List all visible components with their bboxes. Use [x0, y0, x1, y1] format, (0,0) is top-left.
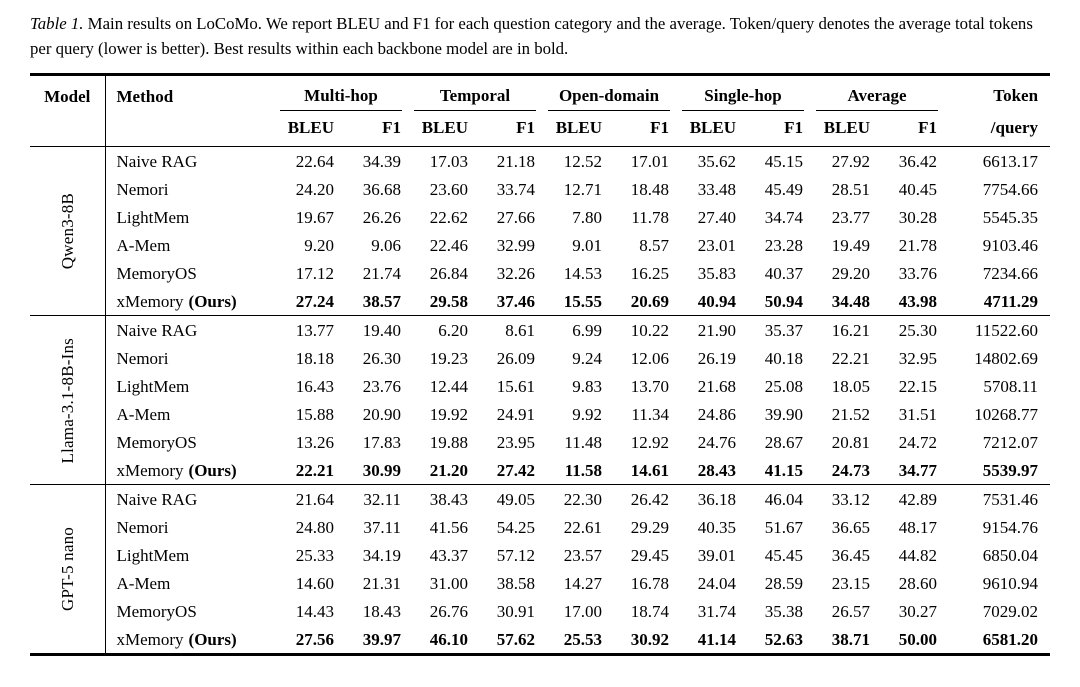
metric-value-cell: 16.25 — [630, 263, 670, 283]
metric-value-cell: 14.53 — [563, 263, 602, 283]
header-row-categories — [30, 75, 1050, 112]
table-row — [30, 175, 1050, 203]
metric-value-cell: 32.11 — [342, 485, 409, 514]
table-row — [30, 456, 1050, 485]
metric-value-cell: 21.74 — [362, 263, 401, 283]
metric-value-cell: 33.74 — [496, 179, 535, 199]
metric-value-cell: 8.61 — [476, 316, 543, 345]
metric-value-cell: 38.71 — [831, 629, 871, 649]
metric-value-cell: 38.43 — [409, 485, 476, 514]
token-per-query-cell: 7212.07 — [982, 432, 1039, 452]
metric-value-cell: 36.18 — [677, 485, 744, 514]
metric-value-cell: 12.71 — [563, 179, 602, 199]
metric-value-cell: 15.88 — [295, 404, 334, 424]
method-name: LightMem — [116, 207, 190, 227]
metric-value-cell: 13.77 — [275, 316, 342, 345]
metric-value-cell: 24.86 — [697, 404, 737, 424]
metric-value-cell: 40.35 — [697, 517, 737, 537]
method-cell — [105, 428, 275, 456]
metric-value-cell: 34.77 — [898, 460, 938, 480]
method-cell — [105, 372, 275, 400]
metric-value-cell: 9.92 — [572, 404, 602, 424]
table-row — [30, 316, 1050, 345]
metric-value-cell: 25.33 — [295, 545, 334, 565]
metric-value-cell: 22.46 — [429, 235, 468, 255]
col-header-model: Model — [30, 75, 105, 147]
model-group — [30, 485, 1050, 655]
method-name: xMemory — [116, 460, 184, 480]
method-cell — [105, 231, 275, 259]
metric-value-cell: 45.49 — [764, 179, 804, 199]
metric-value-cell: 18.05 — [831, 376, 871, 396]
col-header-method: Method — [116, 87, 174, 107]
metric-value-cell: 30.92 — [630, 629, 670, 649]
metric-value-cell: 39.90 — [764, 404, 804, 424]
token-per-query-cell: 5708.11 — [983, 376, 1039, 396]
metric-value-cell: 29.29 — [630, 517, 670, 537]
metric-value-cell: 30.91 — [496, 601, 535, 621]
metric-value-cell: 22.15 — [898, 376, 938, 396]
metric-value-cell: 24.72 — [898, 432, 938, 452]
token-per-query-cell: 7029.02 — [982, 601, 1039, 621]
metric-value-cell: 40.45 — [898, 179, 938, 199]
metric-value-cell: 16.21 — [811, 316, 878, 345]
token-per-query-cell: 6850.04 — [982, 545, 1039, 565]
metric-value-cell: 14.61 — [630, 460, 670, 480]
metric-value-cell: 11.58 — [564, 460, 602, 480]
metric-value-cell: 22.64 — [275, 147, 342, 176]
col-group-average — [811, 75, 945, 112]
metric-value-cell: 35.83 — [697, 263, 737, 283]
metric-value-cell: 21.90 — [677, 316, 744, 345]
metric-value-cell: 45.15 — [744, 147, 811, 176]
col-group-open-domain — [543, 75, 677, 112]
metric-value-cell: 39.01 — [697, 545, 737, 565]
col-header-f1: F1 — [516, 118, 535, 138]
metric-value-cell: 15.55 — [563, 291, 602, 311]
method-cell — [105, 569, 275, 597]
metric-value-cell: 26.84 — [429, 263, 468, 283]
metric-value-cell: 19.92 — [429, 404, 468, 424]
metric-value-cell: 41.14 — [697, 629, 737, 649]
col-group-open-domain-label: Open-domain — [548, 87, 670, 111]
metric-value-cell: 28.51 — [831, 179, 871, 199]
metric-value-cell: 12.44 — [429, 376, 468, 396]
metric-value-cell: 50.00 — [898, 629, 938, 649]
metric-value-cell: 40.37 — [764, 263, 804, 283]
metric-value-cell: 43.98 — [898, 291, 938, 311]
token-per-query-cell: 6581.20 — [982, 629, 1039, 649]
metric-value-cell: 20.90 — [362, 404, 401, 424]
metric-value-cell: 23.15 — [831, 573, 871, 593]
model-group-label-text: GPT-5 nano — [57, 527, 77, 612]
metric-value-cell: 23.60 — [429, 179, 468, 199]
metric-value-cell: 23.77 — [831, 207, 871, 227]
metric-value-cell: 27.92 — [811, 147, 878, 176]
metric-value-cell: 30.28 — [898, 207, 938, 227]
method-name: xMemory — [116, 291, 184, 311]
col-header-f1: F1 — [784, 118, 804, 138]
col-group-single-hop-label: Single-hop — [682, 87, 804, 111]
metric-value-cell: 18.74 — [630, 601, 670, 621]
metric-value-cell: 38.57 — [362, 291, 401, 311]
metric-value-cell: 23.28 — [764, 235, 804, 255]
metric-value-cell: 14.60 — [295, 573, 334, 593]
metric-value-cell: 36.42 — [878, 147, 945, 176]
table-caption-label: Table 1. — [30, 14, 84, 33]
metric-value-cell: 31.51 — [898, 404, 938, 424]
method-name: MemoryOS — [116, 263, 197, 283]
method-name: Naive RAG — [116, 151, 198, 171]
method-name: Nemori — [116, 348, 169, 368]
method-cell — [105, 316, 275, 345]
table-row — [30, 513, 1050, 541]
metric-value-cell: 46.04 — [744, 485, 811, 514]
col-group-single-hop — [677, 75, 811, 112]
metric-value-cell: 15.61 — [496, 376, 535, 396]
metric-value-cell: 32.26 — [496, 263, 535, 283]
metric-value-cell: 40.18 — [764, 348, 804, 368]
token-per-query-cell: 7531.46 — [945, 485, 1050, 514]
table-row — [30, 231, 1050, 259]
metric-value-cell: 24.20 — [295, 179, 334, 199]
col-group-multi-hop — [275, 75, 409, 112]
metric-value-cell: 28.59 — [764, 573, 804, 593]
metric-value-cell: 7.80 — [572, 207, 602, 227]
metric-value-cell: 17.83 — [362, 432, 401, 452]
metric-value-cell: 34.74 — [764, 207, 804, 227]
metric-value-cell: 23.01 — [697, 235, 737, 255]
method-name: Naive RAG — [116, 489, 198, 509]
ours-label: (Ours) — [188, 291, 237, 311]
metric-value-cell: 22.21 — [295, 460, 334, 480]
col-header-f1: F1 — [650, 118, 670, 138]
col-group-temporal — [409, 75, 543, 112]
method-cell — [105, 287, 275, 316]
metric-value-cell: 32.95 — [898, 348, 938, 368]
metric-value-cell: 31.74 — [697, 601, 737, 621]
table-row — [30, 428, 1050, 456]
metric-value-cell: 12.06 — [630, 348, 670, 368]
metric-value-cell: 54.25 — [496, 517, 535, 537]
metric-value-cell: 35.37 — [744, 316, 811, 345]
metric-value-cell: 46.10 — [429, 629, 468, 649]
metric-value-cell: 14.27 — [563, 573, 602, 593]
metric-value-cell: 16.43 — [295, 376, 334, 396]
metric-value-cell: 26.76 — [429, 601, 468, 621]
table-row — [30, 287, 1050, 316]
metric-value-cell: 22.21 — [831, 348, 871, 368]
token-per-query-cell: 9103.46 — [982, 235, 1039, 255]
token-per-query-cell: 4711.29 — [983, 291, 1039, 311]
metric-value-cell: 44.82 — [898, 545, 938, 565]
metric-value-cell: 18.43 — [362, 601, 401, 621]
table-row — [30, 372, 1050, 400]
col-header-bleu: BLEU — [555, 118, 602, 138]
metric-value-cell: 35.38 — [764, 601, 804, 621]
method-name: A-Mem — [116, 573, 171, 593]
metric-value-cell: 24.04 — [697, 573, 737, 593]
method-name: xMemory — [116, 629, 184, 649]
metric-value-cell: 17.12 — [295, 263, 334, 283]
metric-value-cell: 33.12 — [811, 485, 878, 514]
metric-value-cell: 9.83 — [572, 376, 602, 396]
metric-value-cell: 29.45 — [630, 545, 670, 565]
token-per-query-cell: 11522.60 — [945, 316, 1050, 345]
method-name: Nemori — [116, 179, 169, 199]
metric-value-cell: 36.68 — [362, 179, 401, 199]
method-cell — [105, 175, 275, 203]
method-cell — [105, 456, 275, 485]
metric-value-cell: 41.56 — [429, 517, 468, 537]
metric-value-cell: 24.73 — [831, 460, 871, 480]
metric-value-cell: 31.00 — [429, 573, 468, 593]
metric-value-cell: 24.91 — [496, 404, 535, 424]
metric-value-cell: 22.62 — [429, 207, 468, 227]
metric-value-cell: 16.78 — [630, 573, 670, 593]
metric-value-cell: 22.61 — [563, 517, 602, 537]
metric-value-cell: 27.40 — [697, 207, 737, 227]
table-row — [30, 344, 1050, 372]
method-cell — [105, 513, 275, 541]
table-row — [30, 400, 1050, 428]
method-cell — [105, 400, 275, 428]
metric-value-cell: 25.53 — [563, 629, 602, 649]
metric-value-cell: 19.40 — [342, 316, 409, 345]
metric-value-cell: 39.97 — [362, 629, 401, 649]
table-row — [30, 485, 1050, 514]
metric-value-cell: 49.05 — [476, 485, 543, 514]
metric-value-cell: 17.01 — [610, 147, 677, 176]
col-group-temporal-label: Temporal — [414, 87, 536, 111]
table-row — [30, 147, 1050, 176]
metric-value-cell: 21.64 — [275, 485, 342, 514]
metric-value-cell: 38.58 — [496, 573, 535, 593]
col-header-f1: F1 — [918, 118, 938, 138]
model-group — [30, 316, 1050, 485]
metric-value-cell: 35.62 — [677, 147, 744, 176]
token-per-query-cell: 10268.77 — [974, 404, 1039, 424]
method-cell — [105, 541, 275, 569]
metric-value-cell: 22.30 — [543, 485, 610, 514]
token-per-query-cell: 14802.69 — [974, 348, 1039, 368]
table-header — [30, 75, 1050, 147]
method-name: A-Mem — [116, 235, 171, 255]
table-row — [30, 259, 1050, 287]
col-header-token: Token — [993, 86, 1039, 106]
metric-value-cell: 50.94 — [764, 291, 804, 311]
metric-value-cell: 36.45 — [831, 545, 871, 565]
metric-value-cell: 52.63 — [764, 629, 804, 649]
metric-value-cell: 21.68 — [697, 376, 737, 396]
metric-value-cell: 10.22 — [610, 316, 677, 345]
table-row — [30, 203, 1050, 231]
metric-value-cell: 9.01 — [572, 235, 602, 255]
model-group-label-text: Qwen3-8B — [57, 193, 77, 270]
table-caption-text: Main results on LoCoMo. We report BLEU and F1 for each question category and the average. Token/query denotes the average total tokens per query (lower is better). Best results within each backbone model are in bold. — [30, 14, 1033, 59]
metric-value-cell: 9.20 — [304, 235, 334, 255]
metric-value-cell: 24.76 — [697, 432, 737, 452]
token-per-query-cell: 7754.66 — [982, 179, 1039, 199]
method-cell — [105, 203, 275, 231]
metric-value-cell: 33.76 — [898, 263, 938, 283]
metric-value-cell: 36.65 — [831, 517, 871, 537]
col-header-bleu: BLEU — [287, 118, 334, 138]
metric-value-cell: 23.95 — [496, 432, 535, 452]
token-per-query-cell: 7234.66 — [982, 263, 1039, 283]
method-cell — [105, 597, 275, 625]
col-header-bleu: BLEU — [689, 118, 737, 138]
metric-value-cell: 26.57 — [831, 601, 871, 621]
metric-value-cell: 26.26 — [362, 207, 401, 227]
ours-label: (Ours) — [188, 460, 237, 480]
metric-value-cell: 42.89 — [878, 485, 945, 514]
model-group-label — [30, 147, 105, 316]
metric-value-cell: 23.57 — [563, 545, 602, 565]
metric-value-cell: 30.99 — [362, 460, 401, 480]
method-name: A-Mem — [116, 404, 171, 424]
metric-value-cell: 11.78 — [631, 207, 670, 227]
metric-value-cell: 19.23 — [429, 348, 468, 368]
metric-value-cell: 37.46 — [496, 291, 535, 311]
metric-value-cell: 21.52 — [831, 404, 871, 424]
method-name: LightMem — [116, 545, 190, 565]
col-group-average-label: Average — [816, 87, 938, 111]
col-header-f1: F1 — [382, 118, 401, 138]
metric-value-cell: 40.94 — [697, 291, 737, 311]
model-group-label — [30, 485, 105, 655]
method-name: Nemori — [116, 517, 169, 537]
metric-value-cell: 12.52 — [543, 147, 610, 176]
metric-value-cell: 34.19 — [362, 545, 401, 565]
table-row — [30, 625, 1050, 655]
metric-value-cell: 9.24 — [572, 348, 602, 368]
metric-value-cell: 27.56 — [295, 629, 334, 649]
metric-value-cell: 18.18 — [295, 348, 334, 368]
metric-value-cell: 13.26 — [295, 432, 334, 452]
metric-value-cell: 24.80 — [295, 517, 334, 537]
col-header-bleu: BLEU — [823, 118, 871, 138]
metric-value-cell: 26.19 — [697, 348, 737, 368]
token-per-query-cell: 5539.97 — [982, 460, 1039, 480]
method-name: Naive RAG — [116, 320, 198, 340]
token-per-query-cell: 5545.35 — [982, 207, 1039, 227]
model-group-label-text: Llama-3.1-8B-Ins — [57, 337, 77, 464]
results-table — [30, 73, 1050, 656]
ours-label: (Ours) — [188, 629, 237, 649]
metric-value-cell: 19.49 — [831, 235, 871, 255]
metric-value-cell: 18.48 — [630, 179, 670, 199]
metric-value-cell: 21.20 — [429, 460, 468, 480]
metric-value-cell: 20.81 — [831, 432, 871, 452]
table-row — [30, 569, 1050, 597]
metric-value-cell: 30.27 — [898, 601, 938, 621]
metric-value-cell: 25.30 — [878, 316, 945, 345]
col-header-per-query: /query — [990, 118, 1039, 138]
metric-value-cell: 9.06 — [371, 235, 401, 255]
metric-value-cell: 21.31 — [362, 573, 401, 593]
metric-value-cell: 29.20 — [831, 263, 871, 283]
method-name: MemoryOS — [116, 432, 197, 452]
model-group-label — [30, 316, 105, 485]
metric-value-cell: 6.20 — [409, 316, 476, 345]
method-name: LightMem — [116, 376, 190, 396]
metric-value-cell: 11.34 — [631, 404, 670, 424]
metric-value-cell: 12.92 — [630, 432, 670, 452]
token-per-query-cell: 6613.17 — [945, 147, 1050, 176]
metric-value-cell: 28.60 — [898, 573, 938, 593]
metric-value-cell: 11.48 — [564, 432, 602, 452]
table-caption — [0, 0, 1080, 61]
metric-value-cell: 37.11 — [363, 517, 401, 537]
col-group-multi-hop-label: Multi-hop — [280, 87, 402, 111]
method-cell — [105, 147, 275, 176]
metric-value-cell: 43.37 — [429, 545, 468, 565]
metric-value-cell: 26.42 — [610, 485, 677, 514]
metric-value-cell: 26.09 — [496, 348, 535, 368]
metric-value-cell: 19.88 — [429, 432, 468, 452]
model-group — [30, 147, 1050, 316]
metric-value-cell: 57.12 — [496, 545, 535, 565]
metric-value-cell: 57.62 — [496, 629, 535, 649]
col-header-bleu: BLEU — [421, 118, 468, 138]
metric-value-cell: 23.76 — [362, 376, 401, 396]
method-name: MemoryOS — [116, 601, 197, 621]
method-cell — [105, 344, 275, 372]
metric-value-cell: 27.24 — [295, 291, 334, 311]
metric-value-cell: 21.18 — [476, 147, 543, 176]
method-cell — [105, 485, 275, 514]
metric-value-cell: 51.67 — [764, 517, 804, 537]
metric-value-cell: 13.70 — [630, 376, 670, 396]
metric-value-cell: 33.48 — [697, 179, 737, 199]
metric-value-cell: 25.08 — [764, 376, 804, 396]
metric-value-cell: 19.67 — [295, 207, 334, 227]
metric-value-cell: 32.99 — [496, 235, 535, 255]
metric-value-cell: 17.00 — [563, 601, 602, 621]
metric-value-cell: 8.57 — [639, 235, 670, 255]
metric-value-cell: 14.43 — [295, 601, 334, 621]
metric-value-cell: 34.39 — [342, 147, 409, 176]
token-per-query-cell: 9154.76 — [982, 517, 1039, 537]
metric-value-cell: 41.15 — [764, 460, 804, 480]
metric-value-cell: 48.17 — [898, 517, 938, 537]
metric-value-cell: 17.03 — [409, 147, 476, 176]
method-cell — [105, 625, 275, 655]
table-row — [30, 597, 1050, 625]
token-per-query-cell: 9610.94 — [982, 573, 1039, 593]
metric-value-cell: 29.58 — [429, 291, 468, 311]
metric-value-cell: 27.42 — [496, 460, 535, 480]
metric-value-cell: 34.48 — [831, 291, 871, 311]
metric-value-cell: 20.69 — [630, 291, 670, 311]
metric-value-cell: 28.43 — [697, 460, 737, 480]
metric-value-cell: 45.45 — [764, 545, 804, 565]
metric-value-cell: 28.67 — [764, 432, 804, 452]
metric-value-cell: 6.99 — [543, 316, 610, 345]
metric-value-cell: 27.66 — [496, 207, 535, 227]
table-row — [30, 541, 1050, 569]
metric-value-cell: 21.78 — [898, 235, 938, 255]
metric-value-cell: 26.30 — [362, 348, 401, 368]
method-cell — [105, 259, 275, 287]
